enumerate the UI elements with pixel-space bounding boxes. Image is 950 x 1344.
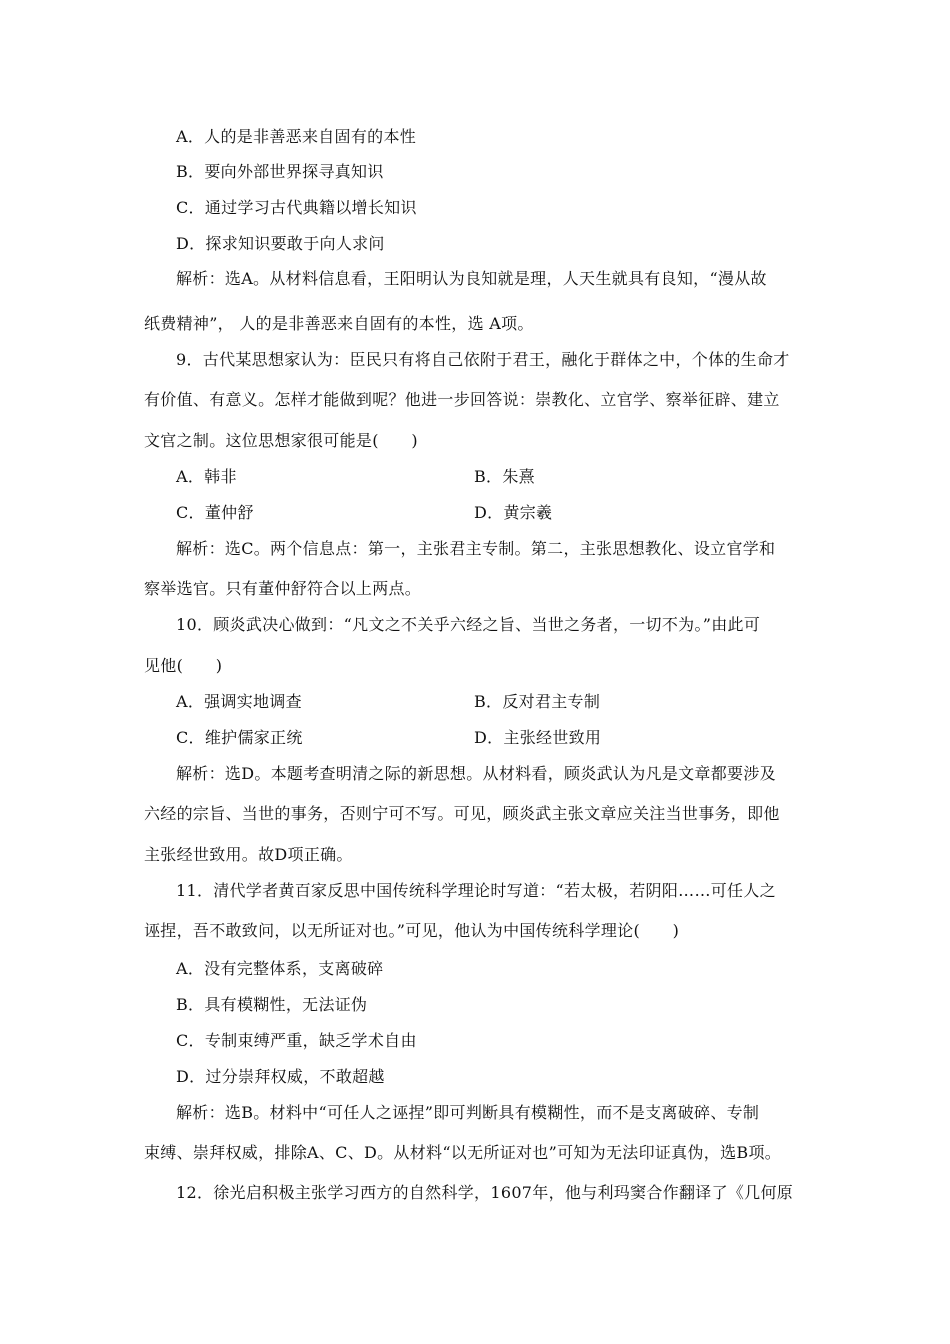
- q10-option-d: D．主张经世致用: [474, 728, 602, 747]
- q8-analysis-line-1: 解析：选A。从材料信息看，王阳明认为良知就是理，人天生就具有良知，“漫从故: [176, 269, 767, 288]
- q8-analysis-line-2: 纸费精神”， 人的是非善恶来自固有的本性，选 A项。: [144, 314, 534, 333]
- q11-option-a: A．没有完整体系，支离破碎: [176, 959, 384, 978]
- q9-option-b: B．朱熹: [474, 467, 535, 486]
- q12-stem-line-1: 12．徐光启积极主张学习西方的自然科学，1607年，他与利玛窦合作翻译了《几何原: [176, 1183, 794, 1202]
- q11-analysis-line-2: 束缚、崇拜权威，排除A、C、D。从材料“以无所证对也”可知为无法印证真伪，选B项。: [144, 1143, 782, 1162]
- q10-stem-line-1: 10．顾炎武决心做到：“凡文之不关乎六经之旨、当世之务者，一切不为。”由此可: [176, 615, 761, 634]
- q11-option-d: D．过分崇拜权威，不敢超越: [176, 1067, 385, 1086]
- q10-option-b: B．反对君主专制: [474, 692, 601, 711]
- q11-option-b: B．具有模糊性，无法证伪: [176, 995, 368, 1014]
- q8-option-b: B．要向外部世界探寻真知识: [176, 162, 384, 181]
- q9-option-d: D．黄宗羲: [474, 503, 553, 522]
- q8-option-c: C．通过学习古代典籍以增长知识: [176, 198, 417, 217]
- q8-option-a: A．人的是非善恶来自固有的本性: [176, 127, 417, 146]
- q11-stem-line-1: 11．清代学者黄百家反思中国传统科学理论时写道：“若太极，若阴阳……可任人之: [176, 881, 776, 900]
- q11-option-c: C．专制束缚严重，缺乏学术自由: [176, 1031, 417, 1050]
- q9-option-c: C．董仲舒: [176, 503, 254, 522]
- q10-option-c: C．维护儒家正统: [176, 728, 303, 747]
- q9-analysis-line-1: 解析：选C。两个信息点：第一，主张君主专制。第二，主张思想教化、设立官学和: [176, 539, 776, 558]
- q8-option-d: D．探求知识要敢于向人求问: [176, 234, 385, 253]
- q9-option-a: A．韩非: [176, 467, 237, 486]
- q9-stem-line-3: 文官之制。这位思想家很可能是( ): [144, 431, 418, 450]
- q10-analysis-line-1: 解析：选D。本题考查明清之际的新思想。从材料看，顾炎武认为凡是文章都要涉及: [176, 764, 776, 783]
- q10-analysis-line-3: 主张经世致用。故D项正确。: [144, 845, 353, 864]
- q9-stem-line-2: 有价值、有意义。怎样才能做到呢？他进一步回答说：崇教化、立官学、察举征辟、建立: [144, 390, 780, 409]
- q9-stem-line-1: 9．古代某思想家认为：臣民只有将自己依附于君王，融化于群体之中，个体的生命才: [176, 350, 790, 369]
- q11-analysis-line-1: 解析：选B。材料中“可任人之诬捏”即可判断具有模糊性，而不是支离破碎、专制: [176, 1103, 760, 1122]
- q11-stem-line-2: 诬捏，吾不敢致问，以无所证对也。”可见，他认为中国传统科学理论( ): [144, 921, 680, 940]
- q10-option-a: A．强调实地调查: [176, 692, 302, 711]
- q9-analysis-line-2: 察举选官。只有董仲舒符合以上两点。: [144, 579, 422, 598]
- q10-stem-line-2: 见他( ): [144, 656, 223, 675]
- q10-analysis-line-2: 六经的宗旨、当世的事务，否则宁可不写。可见，顾炎武主张文章应关注当世事务，即他: [144, 804, 780, 823]
